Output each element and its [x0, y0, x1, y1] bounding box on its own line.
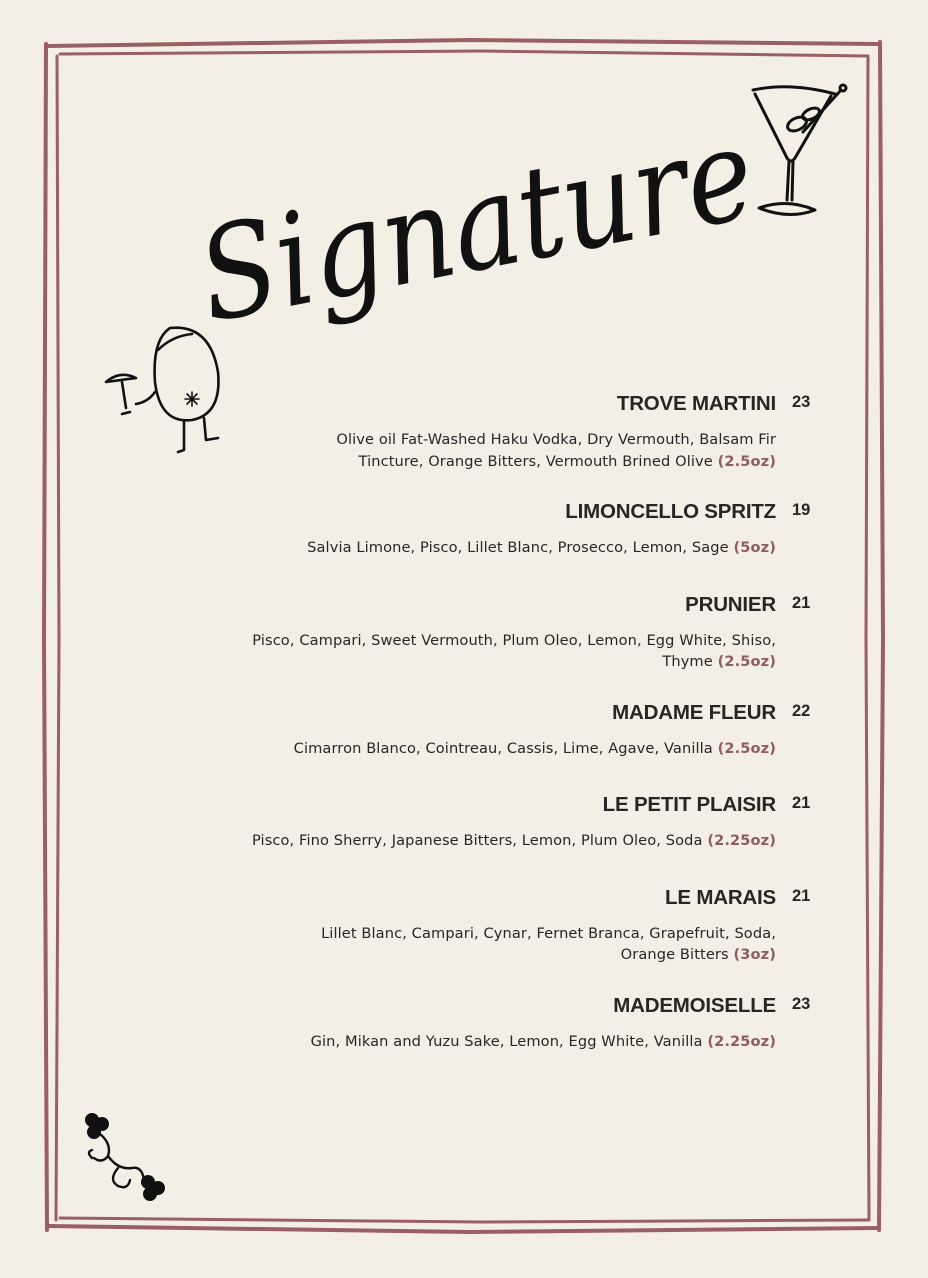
item-name: MADAME FLEUR — [612, 700, 776, 724]
clover-flourish-icon — [78, 1110, 170, 1205]
item-ingredients: Cimarron Blanco, Cointreau, Cassis, Lime, Agave, Vanilla — [293, 739, 713, 757]
item-volume: (5oz) — [733, 539, 776, 556]
item-description — [150, 429, 776, 472]
item-price: 21 — [792, 593, 811, 612]
menu-list — [150, 386, 816, 1052]
martini-glass-icon — [745, 80, 850, 225]
item-description — [150, 923, 776, 966]
item-ingredients: Lillet Blanc, Campari, Cynar, Fernet Branca, Grapefruit, Soda, Orange Bitters — [321, 924, 776, 963]
item-ingredients: Salvia Limone, Pisco, Lillet Blanc, Prosecco, Lemon, Sage — [307, 539, 729, 556]
menu-item — [150, 494, 816, 559]
item-volume: (2.5oz) — [717, 452, 776, 470]
item-ingredients: Olive oil Fat-Washed Haku Vodka, Dry Vermouth, Balsam Fir Tincture, Orange Bitters, Vermouth Brined Olive — [336, 431, 776, 470]
item-volume: (3oz) — [733, 946, 776, 963]
menu-item — [150, 787, 816, 852]
menu-item — [150, 587, 816, 673]
menu-item — [150, 880, 816, 966]
item-price: 19 — [792, 501, 811, 519]
item-name: PRUNIER — [685, 592, 776, 616]
item-ingredients: Pisco, Fino Sherry, Japanese Bitters, Lemon, Plum Oleo, Soda — [251, 832, 703, 849]
item-price: 21 — [792, 794, 811, 812]
menu-item — [150, 988, 816, 1053]
item-volume: (2.5oz) — [717, 739, 776, 757]
item-ingredients: Gin, Mikan and Yuzu Sake, Lemon, Egg White, Vanilla — [310, 1032, 703, 1050]
item-price: 23 — [792, 393, 811, 411]
item-name: TROVE MARTINI — [616, 392, 776, 415]
item-description — [150, 1031, 776, 1053]
item-name: LE PETIT PLAISIR — [602, 793, 776, 816]
item-price: 21 — [792, 886, 811, 905]
item-volume: (2.5oz) — [717, 653, 776, 670]
item-name: MADEMOISELLE — [613, 993, 776, 1017]
item-price: 22 — [792, 701, 811, 720]
menu-item — [150, 695, 816, 760]
item-price: 23 — [792, 994, 811, 1013]
item-description — [150, 630, 776, 673]
item-description — [150, 537, 776, 559]
item-name: LIMONCELLO SPRITZ — [565, 500, 776, 523]
item-volume: (2.25oz) — [707, 832, 776, 849]
page-title-text: Signature — [187, 83, 845, 353]
item-name: LE MARAIS — [665, 885, 776, 909]
item-volume: (2.25oz) — [707, 1032, 776, 1050]
item-ingredients: Pisco, Campari, Sweet Vermouth, Plum Oleo, Lemon, Egg White, Shiso, Thyme — [252, 631, 776, 670]
item-description — [150, 738, 776, 760]
item-description — [50, 830, 776, 852]
menu-item — [150, 386, 816, 472]
